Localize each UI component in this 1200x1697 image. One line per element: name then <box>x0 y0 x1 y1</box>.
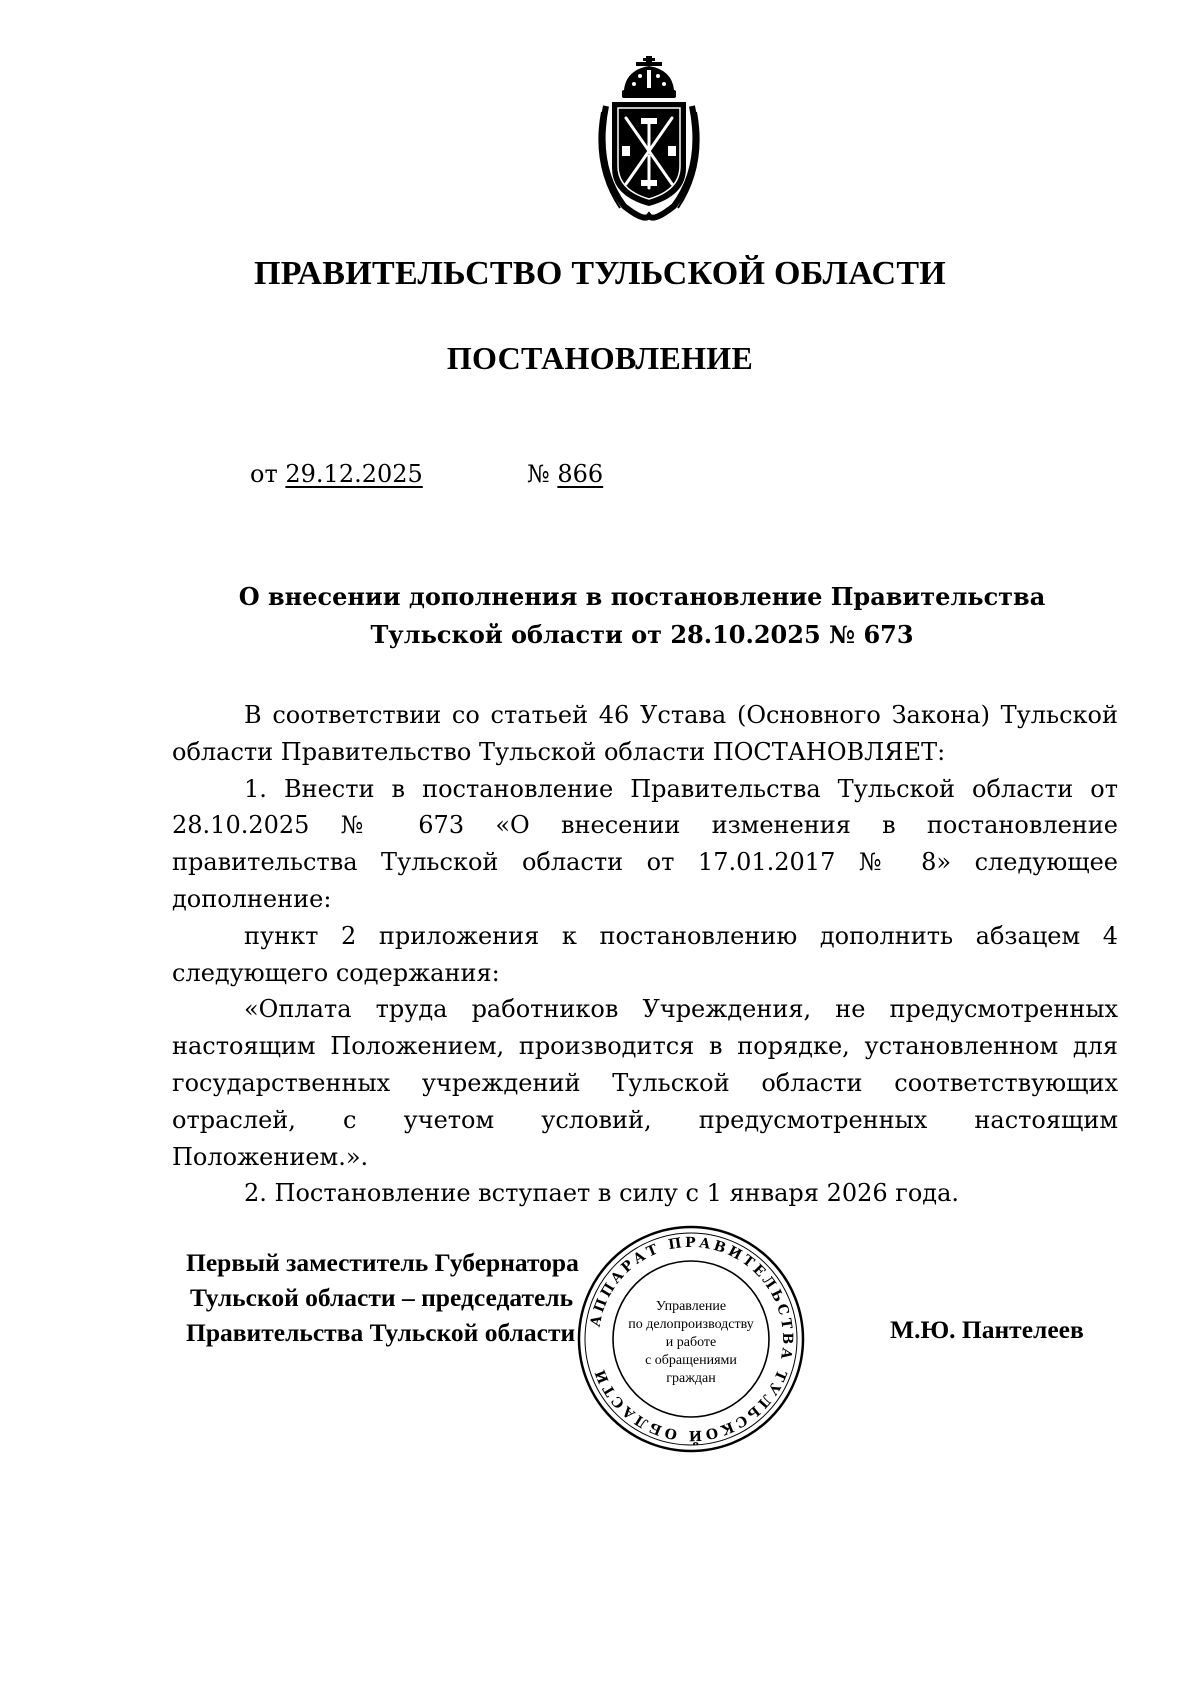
number-prefix: № <box>527 460 550 488</box>
body-paragraph-item-1: 1. Внести в постановление Правительства Тульской области от 28.10.2025 № 673 «О внесении изменения в постановление правительства Тульской области от 17.01.2017 № 8» следующее дополнение: <box>172 774 1118 913</box>
subject-line-1: О внесении дополнения в постановление Правительства <box>238 582 1046 611</box>
date-value: 29.12.2025 <box>285 460 423 488</box>
signatory-position <box>186 1245 579 1350</box>
signatory-position-line-1: Первый заместитель Губернатора <box>186 1248 579 1277</box>
seal-center-line-3: и работе <box>665 1335 717 1350</box>
document-number <box>527 460 603 488</box>
body-paragraph-preamble: В соответствии со статьей 46 Устава (Основного Закона) Тульской области Правительство Тульской области ПОСТАНОВЛЯЕТ: <box>172 701 1118 766</box>
seal-center-line-4: с обращениями <box>645 1353 737 1368</box>
coat-of-arms-icon <box>584 56 714 222</box>
body-paragraph-item-1-detail: пункт 2 приложения к постановлению дополнить абзацем 4 следующего содержания: <box>172 921 1118 987</box>
document-body <box>172 697 1118 1212</box>
seal-center-line-1: Управление <box>655 1299 727 1314</box>
signatory-position-line-2: Тульской области – председатель <box>190 1283 574 1312</box>
subject-line-2: Тульской области от 28.10.2025 № 673 <box>370 620 914 649</box>
document-type-title: ПОСТАНОВЛЕНИЕ <box>446 340 754 376</box>
document-subject <box>172 578 1112 654</box>
signatory-name: М.Ю. Пантелеев <box>890 1315 1084 1344</box>
signatory-position-line-3: Правительства Тульской области <box>186 1318 576 1347</box>
seal-center-line-2: по делопроизводству <box>628 1317 754 1332</box>
body-paragraph-item-2: 2. Постановление вступает в силу с 1 января 2026 года. <box>244 1179 960 1208</box>
date-prefix: от <box>250 460 278 488</box>
body-paragraph-quote: «Оплата труда работников Учреждения, не предусмотренных настоящим Положением, производится в порядке, установленном для государственных учреждений Тульской области соответствующих отраслей, с учетом условий, предусмотренных настоящим Положением.». <box>172 995 1118 1171</box>
government-title: ПРАВИТЕЛЬСТВО ТУЛЬСКОЙ ОБЛАСТИ <box>253 255 947 292</box>
official-seal <box>576 1224 806 1454</box>
seal-center-line-5: граждан <box>666 1371 716 1386</box>
document-date <box>250 460 423 488</box>
seal-ring-text: АППАРАТ ПРАВИТЕЛЬСТВА ТУЛЬСКОЙ ОБЛАСТИ <box>587 1234 796 1444</box>
number-value: 866 <box>557 460 604 488</box>
